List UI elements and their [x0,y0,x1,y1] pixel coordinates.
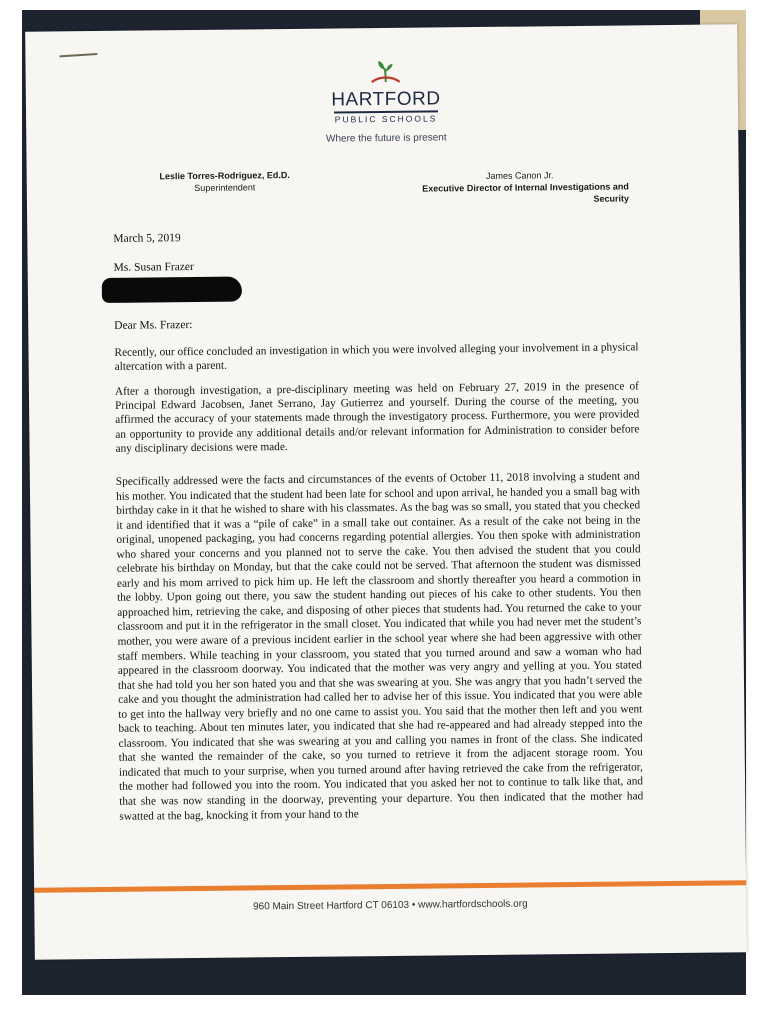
footer-address: 960 Main Street Hartford CT 06103 • www.hartfordschools.org [252,898,528,913]
signatory-left [115,169,335,195]
org-subname: PUBLIC SCHOOLS [334,112,438,125]
tagline: Where the future is present [325,132,447,145]
signatory-right-name: James Canon Jr. [485,170,554,181]
signatory-right [391,168,629,206]
footer-rule [34,880,746,892]
paragraph-3: Specifically addressed were the facts and circumstances of the events of October 11, 2018 involving a student and his mother. You indicated that the student had been late for school and upon arrival, he handed you a small bag with birthday cake in it that he wished to share with his classmates. As the bag was so small, you stated that you checked it and identified that it was a “pile of cake” in a small take out container. As a result of the cake not being in the original, unopened packaging, you had concerns regarding potential allergies. You then spoke with administration who shared your concerns and you planned not to serve the cake. You then advised the student that you could celebrate his birthday on Monday, but that the cake could not be served. That afternoon the student was dismissed early and his mom arrived to pick him up. He left the classroom and shortly thereafter you heard a commotion in the lobby. Upon going out there, you saw the student handing out pieces of his cake to other students. You then approached him, retrieving the cake, and disposing of other pieces that students had. You returned the cake to your classroom and put it in the refrigerator in the small closet. You indicated that while you had never met the student’s mother, you were aware of a previous incident earlier in the school year where she had been aggressive with other staff members. While teaching in your classroom, you stated that you turned around and saw a woman who had appeared in the classroom doorway. You indicated that the mother was very angry and yelling at you. You stated that she had told you her son hated you and that she was swearing at you. She was angry that you hadn’t served the cake and you thought the administration had called her to advise her of this issue. You indicated that you were able to get into the hallway very briefly and no one came to assist you. You said that the mother then left and you went back to teaching. About ten minutes later, you indicated that she had re-appeared and had already stepped into the classroom. You indicated that she was swearing at you and calling you names in front of the class. She indicated that she wanted the remainder of the cake, so you turned to retrieve it from the adjacent storage room. You indicated that much to your surprise, when you turned around after having retrieved the cake from the refrigerator, the mother had followed you into the room. You indicated that you asked her not to continue to talk like that, and that she was now standing in the doorway, preventing your departure. You then indicated that the mother had swatted at the bag, knocking it from your hand to the [115,470,644,823]
org-name: HARTFORD [331,88,441,111]
pencil-mark [59,53,97,57]
letter-page [25,24,747,959]
recipient-name: Ms. Susan Frazer [113,261,194,274]
signatory-right-title: Executive Director of Internal Investigations and Security [422,181,629,204]
sprout-icon [365,58,405,90]
signatory-left-name: Leslie Torres-Rodriguez, Ed.D. [159,169,290,182]
redaction-mark [102,276,242,302]
paragraph-1: Recently, our office concluded an investigation in which you were involved alleging your involvement in a physical altercation with a parent. [114,341,639,374]
paragraph-2: After a thorough investigation, a pre-disciplinary meeting was held on February 27, 2019 in the presence of Principal Edward Jacobsen, Janet Serrano, Jay Gutierrez and yourself. During the course of the meeting, you affirmed the accuracy of your statements made through the investigatory process. Furthermore, you were provided an opportunity to provide any additional details and/or relevant information for Administration to consider before any disciplinary decisions were made. [114,380,640,455]
letter-date: March 5, 2019 [113,232,181,245]
hartford-logo [305,57,466,125]
letter-greeting: Dear Ms. Frazer: [114,319,193,332]
signatory-left-title: Superintendent [194,182,256,193]
